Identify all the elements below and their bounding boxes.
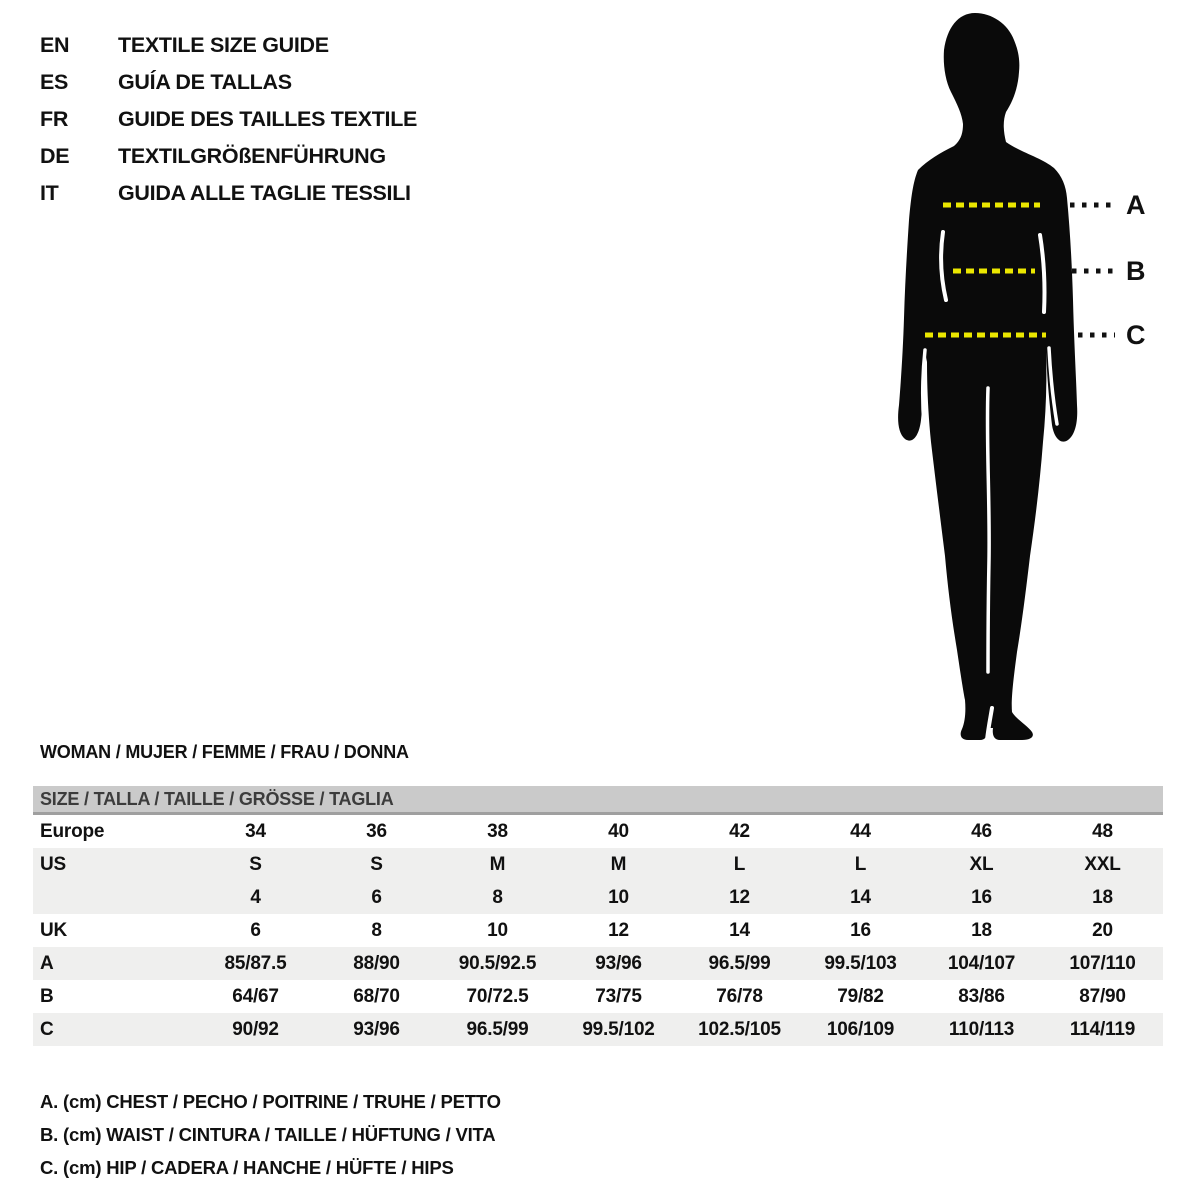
lang-row-de (40, 138, 417, 175)
lang-row-es (40, 64, 417, 101)
language-title-block (40, 27, 417, 212)
cell: 10 (487, 919, 508, 941)
table-row-us-letters (33, 848, 1163, 881)
cell: 4 (250, 886, 261, 908)
lang-label: GUIDE DES TAILLES TEXTILE (118, 107, 418, 131)
leg-gap (987, 388, 989, 672)
cell: 16 (850, 919, 871, 941)
table-row-europe (33, 815, 1163, 848)
cell: 8 (492, 886, 503, 908)
cell: 114/119 (1069, 1018, 1136, 1040)
size-table-header: SIZE / TALLA / TAILLE / GRÖSSE / TAGLIA (33, 786, 1163, 815)
measure-label-b: B (1126, 256, 1146, 286)
cell: 73/75 (595, 985, 642, 1007)
lang-code: DE (40, 144, 70, 168)
table-row-waist-b (33, 980, 1163, 1013)
lang-row-it (40, 175, 417, 212)
lang-row-fr (40, 101, 417, 138)
cell: 107/110 (1069, 952, 1136, 974)
cell: 40 (608, 820, 629, 842)
row-label: B (40, 985, 54, 1007)
cell: XL (969, 853, 994, 875)
cell: 44 (850, 820, 871, 842)
table-row-us-numbers (33, 881, 1163, 914)
row-label: A (40, 952, 54, 974)
woman-silhouette-figure (870, 0, 1200, 760)
cell: 90/92 (232, 1018, 279, 1040)
cell: 48 (1092, 820, 1113, 842)
cell: 79/82 (837, 985, 884, 1007)
cell: 12 (729, 886, 750, 908)
table-row-hip-c (33, 1013, 1163, 1046)
cell: 12 (608, 919, 629, 941)
cell: S (249, 853, 262, 875)
legend-hip: C. (cm) HIP / CADERA / HANCHE / HÜFTE / HIPS (40, 1157, 454, 1178)
cell: 16 (971, 886, 992, 908)
cell: 93/96 (595, 952, 642, 974)
cell: 110/113 (948, 1018, 1015, 1040)
cell: 106/109 (826, 1018, 895, 1040)
cell: 38 (487, 820, 508, 842)
cell: 10 (608, 886, 629, 908)
cell: 64/67 (232, 985, 279, 1007)
table-row-uk (33, 914, 1163, 947)
cell: 76/78 (716, 985, 763, 1007)
lang-label: TEXTILE SIZE GUIDE (118, 33, 329, 57)
table-row-chest-a (33, 947, 1163, 980)
cell: 18 (971, 919, 992, 941)
cell: 70/72.5 (466, 985, 529, 1007)
cell: 36 (366, 820, 387, 842)
lang-label: GUÍA DE TALLAS (118, 70, 292, 94)
row-label: C (40, 1018, 54, 1040)
cell: 96.5/99 (708, 952, 771, 974)
cell: 99.5/103 (824, 952, 897, 974)
cell: M (610, 853, 627, 875)
cell: L (854, 853, 867, 875)
legend-chest: A. (cm) CHEST / PECHO / POITRINE / TRUHE / PETTO (40, 1091, 501, 1112)
cell: 85/87.5 (224, 952, 287, 974)
cell: 46 (971, 820, 992, 842)
lang-label: GUIDA ALLE TAGLIE TESSILI (118, 181, 411, 205)
lang-code: EN (40, 33, 70, 57)
cell: 6 (371, 886, 382, 908)
measure-label-a: A (1126, 190, 1146, 220)
cell: 14 (850, 886, 871, 908)
cell: 104/107 (947, 952, 1016, 974)
lang-code: ES (40, 70, 69, 94)
cell: 90.5/92.5 (458, 952, 537, 974)
measure-label-c: C (1126, 320, 1146, 350)
cell: 102.5/105 (698, 1018, 781, 1040)
cell: 87/90 (1079, 985, 1126, 1007)
row-label: UK (40, 919, 68, 941)
row-label: Europe (40, 820, 105, 842)
lang-code: IT (40, 181, 59, 205)
cell: 14 (729, 919, 750, 941)
legend-waist: B. (cm) WAIST / CINTURA / TAILLE / HÜFTUNG / VITA (40, 1124, 496, 1145)
cell: 42 (729, 820, 750, 842)
row-label: US (40, 853, 66, 875)
section-title-woman: WOMAN / MUJER / FEMME / FRAU / DONNA (40, 742, 409, 762)
cell: 18 (1092, 886, 1113, 908)
measurement-legend (40, 1085, 501, 1184)
cell: M (489, 853, 506, 875)
cell: S (370, 853, 383, 875)
cell: XXL (1084, 853, 1121, 875)
lang-label: TEXTILGRÖßENFÜHRUNG (118, 144, 386, 168)
cell: 99.5/102 (582, 1018, 655, 1040)
cell: 6 (250, 919, 261, 941)
cell: 68/70 (353, 985, 400, 1007)
lang-row-en (40, 27, 417, 64)
cell: 88/90 (353, 952, 400, 974)
lang-code: FR (40, 107, 69, 131)
cell: 34 (245, 820, 266, 842)
cell: L (733, 853, 746, 875)
cell: 20 (1092, 919, 1113, 941)
cell: 93/96 (353, 1018, 400, 1040)
hand-gap-left (923, 350, 925, 426)
size-table (33, 786, 1163, 1046)
cell: 8 (371, 919, 382, 941)
cell: 96.5/99 (466, 1018, 529, 1040)
cell: 83/86 (958, 985, 1005, 1007)
